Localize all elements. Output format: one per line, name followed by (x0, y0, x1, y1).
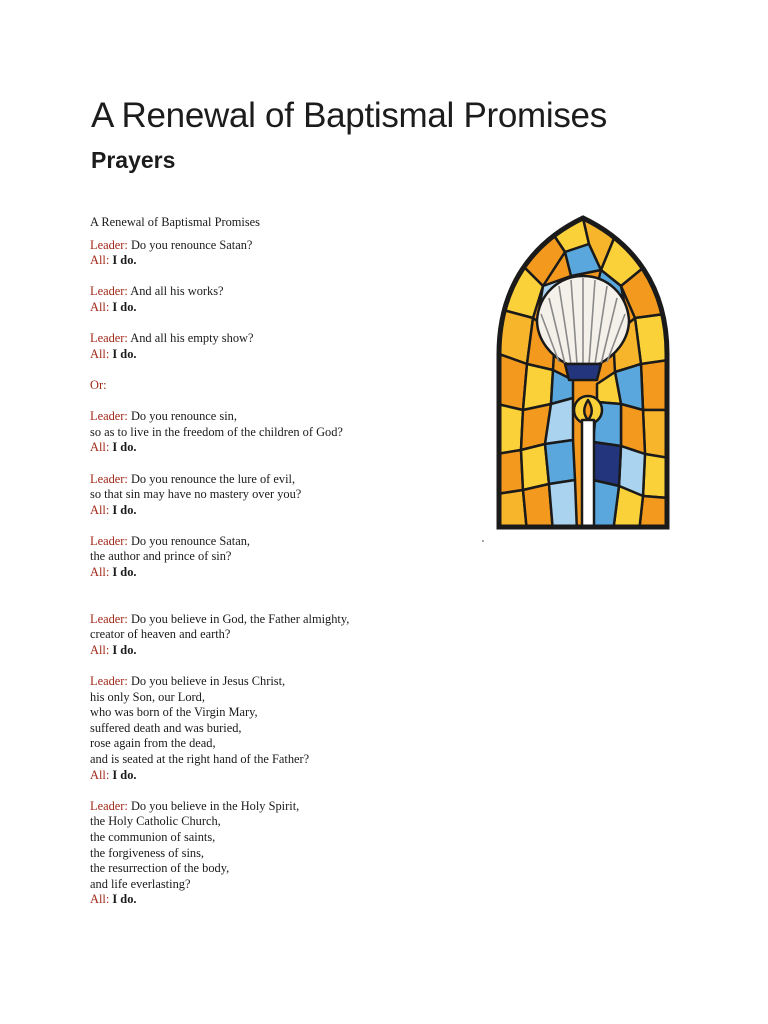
exchange-9 (90, 799, 430, 908)
stained-glass-window-shell-candle-icon (493, 214, 673, 534)
leader-continuation: the author and prince of sin? (90, 549, 232, 564)
leader-label: Leader: (90, 409, 128, 424)
leader-line (90, 534, 430, 550)
all-response: I do. (112, 892, 137, 907)
exchange-4 (90, 409, 430, 456)
all-response: I do. (112, 253, 137, 268)
leader-continuation: creator of heaven and earth? (90, 627, 231, 642)
leader-label: Leader: (90, 284, 128, 299)
leader-label: Leader: (90, 471, 128, 486)
all-line (90, 253, 430, 269)
exchange-5 (90, 472, 430, 519)
all-label: All: (90, 502, 110, 517)
leader-label: Leader: (90, 237, 128, 252)
all-response: I do. (112, 299, 137, 314)
leader-line (90, 284, 430, 300)
all-label: All: (90, 299, 110, 314)
all-label: All: (90, 346, 110, 361)
leader-text: Do you renounce sin, (130, 409, 237, 424)
leader-text: Do you believe in the Holy Spirit, (130, 798, 300, 813)
leader-line (90, 674, 430, 690)
leader-continuation: rose again from the dead, (90, 736, 216, 751)
leader-line (90, 799, 430, 815)
leader-line (90, 472, 430, 488)
leader-text: Do you believe in God, the Father almighty, (130, 611, 350, 626)
or-divider (90, 378, 430, 394)
leader-label: Leader: (90, 533, 128, 548)
all-response: I do. (112, 565, 137, 580)
leader-label: Leader: (90, 331, 128, 346)
leader-continuation: so that sin may have no mastery over you? (90, 487, 302, 502)
page-title: A Renewal of Baptismal Promises (91, 96, 607, 135)
leader-continuation: the communion of saints, (90, 829, 216, 844)
all-label: All: (90, 892, 110, 907)
prayer-heading: A Renewal of Baptismal Promises (90, 215, 261, 229)
all-label: All: (90, 253, 110, 268)
leader-line (90, 238, 430, 254)
page-subtitle: Prayers (91, 147, 176, 173)
leader-text: And all his works? (130, 284, 224, 299)
all-response: I do. (112, 502, 137, 517)
leader-continuation: the resurrection of the body, (90, 861, 230, 876)
leader-label: Leader: (90, 798, 128, 813)
or-label: Or: (90, 377, 107, 392)
all-line (90, 440, 430, 456)
leader-line (90, 331, 430, 347)
all-line (90, 768, 430, 784)
leader-continuation: who was born of the Virgin Mary, (90, 705, 258, 720)
all-line (90, 347, 430, 363)
leader-continuation: the forgiveness of sins, (90, 845, 205, 860)
leader-continuation: so as to live in the freedom of the children of God? (90, 424, 343, 439)
leader-text: Do you renounce Satan, (130, 533, 251, 548)
prayer-body (90, 215, 430, 924)
leader-label: Leader: (90, 611, 128, 626)
all-label: All: (90, 440, 110, 455)
leader-label: Leader: (90, 674, 128, 689)
exchange-7 (90, 612, 430, 659)
all-line (90, 300, 430, 316)
all-response: I do. (112, 767, 137, 782)
all-response: I do. (112, 346, 137, 361)
exchange-2 (90, 284, 430, 315)
leader-continuation: suffered death and was buried, (90, 720, 242, 735)
leader-continuation: his only Son, our Lord, (90, 689, 205, 704)
stray-mark (482, 540, 484, 542)
all-line (90, 565, 430, 581)
exchange-1 (90, 238, 430, 269)
leader-line (90, 409, 430, 425)
all-line (90, 643, 430, 659)
leader-line (90, 612, 430, 628)
exchange-8 (90, 674, 430, 783)
leader-text: Do you believe in Jesus Christ, (130, 674, 286, 689)
leader-continuation: the Holy Catholic Church, (90, 814, 221, 829)
all-label: All: (90, 642, 110, 657)
all-response: I do. (112, 440, 137, 455)
all-label: All: (90, 767, 110, 782)
exchange-6 (90, 534, 430, 581)
all-label: All: (90, 565, 110, 580)
all-line (90, 503, 430, 519)
exchange-3 (90, 331, 430, 362)
leader-continuation: and is seated at the right hand of the Father? (90, 752, 310, 766)
leader-text: Do you renounce Satan? (130, 237, 253, 252)
leader-text: Do you renounce the lure of evil, (130, 471, 296, 486)
leader-text: And all his empty show? (130, 331, 254, 346)
leader-continuation: and life everlasting? (90, 876, 191, 891)
all-response: I do. (112, 642, 137, 657)
all-line (90, 892, 430, 908)
